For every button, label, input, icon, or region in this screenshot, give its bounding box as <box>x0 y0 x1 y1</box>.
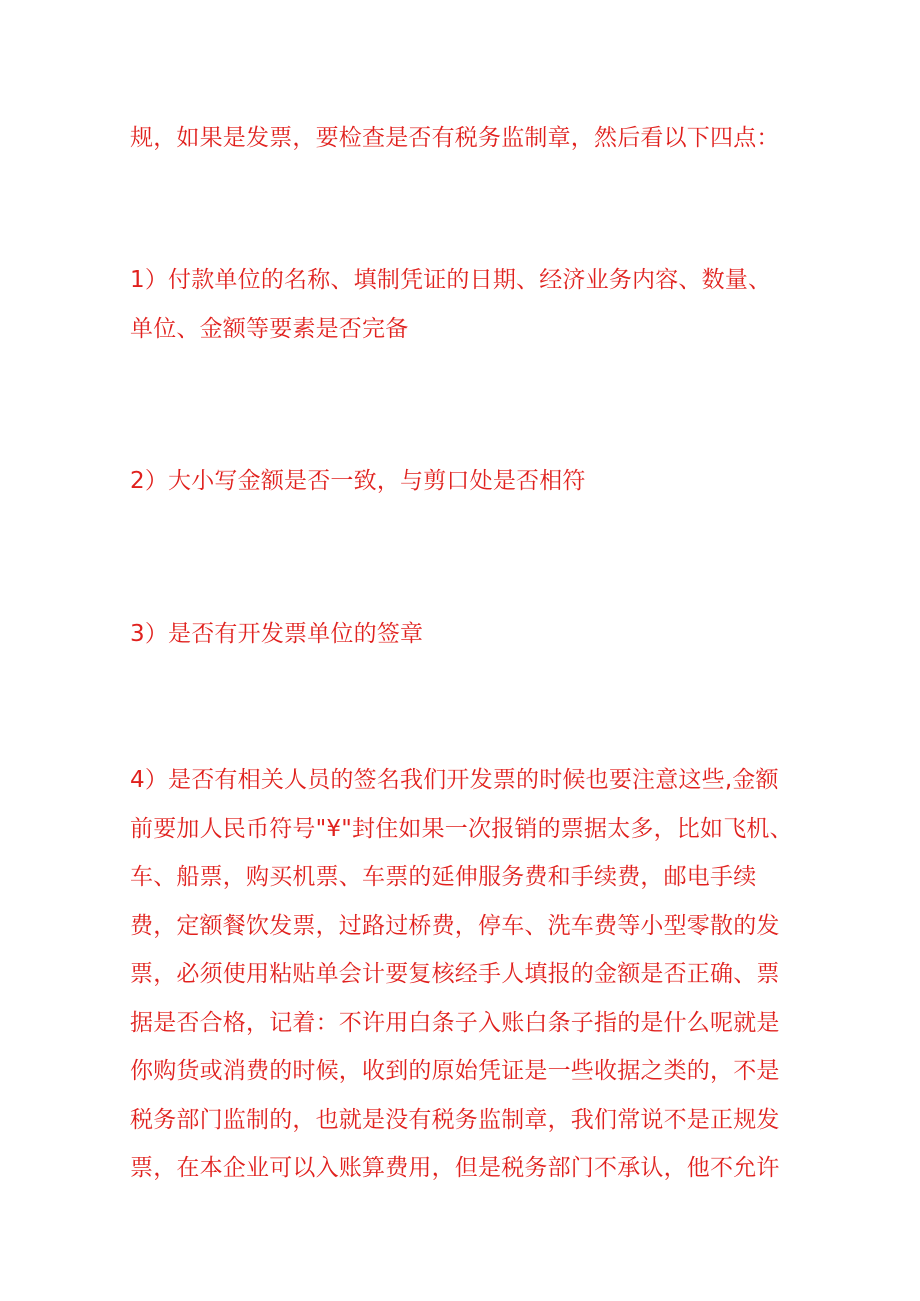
text-line: 单位、金额等要素是否完备 <box>130 315 409 342</box>
text-line: 票，在本企业可以入账算费用，但是税务部门不承认，他不允许 <box>130 1155 780 1181</box>
text-line: 1）付款单位的名称、填制凭证的日期、经济业务内容、数量、 <box>130 267 772 293</box>
text-line: 4）是否有相关人员的签名我们开发票的时候也要注意这些,金额 <box>130 767 779 793</box>
point-3-paragraph <box>130 610 790 659</box>
text-line: 规，如果是发票，要检查是否有税务监制章，然后看以下四点： <box>130 125 780 151</box>
text-line: 据是否合格，记着：不许用白条子入账白条子指的是什么呢就是 <box>130 1009 780 1036</box>
point-2-paragraph <box>130 457 790 506</box>
point-1-paragraph <box>130 256 790 353</box>
intro-paragraph <box>130 114 790 163</box>
text-line: 前要加人民币符号"¥"封住如果一次报销的票据太多，比如飞机、 <box>130 815 793 842</box>
text-line: 2）大小写金额是否一致，与剪口处是否相符 <box>130 468 586 494</box>
text-line: 税务部门监制的，也就是没有税务监制章，我们常说不是正规发 <box>130 1106 780 1133</box>
text-line: 车、船票，购买机票、车票的延伸服务费和手续费，邮电手续 <box>130 864 757 890</box>
text-line: 3）是否有开发票单位的签章 <box>130 621 424 647</box>
text-line: 你购货或消费的时候，收到的原始凭证是一些收据之类的，不是 <box>130 1058 780 1084</box>
text-line: 费，定额餐饮发票，过路过桥费，停车、洗车费等小型零散的发 <box>130 912 780 939</box>
text-line: 票，必须使用粘贴单会计要复核经手人填报的金额是否正确、票 <box>130 961 780 987</box>
point-4-paragraph <box>130 756 793 1193</box>
